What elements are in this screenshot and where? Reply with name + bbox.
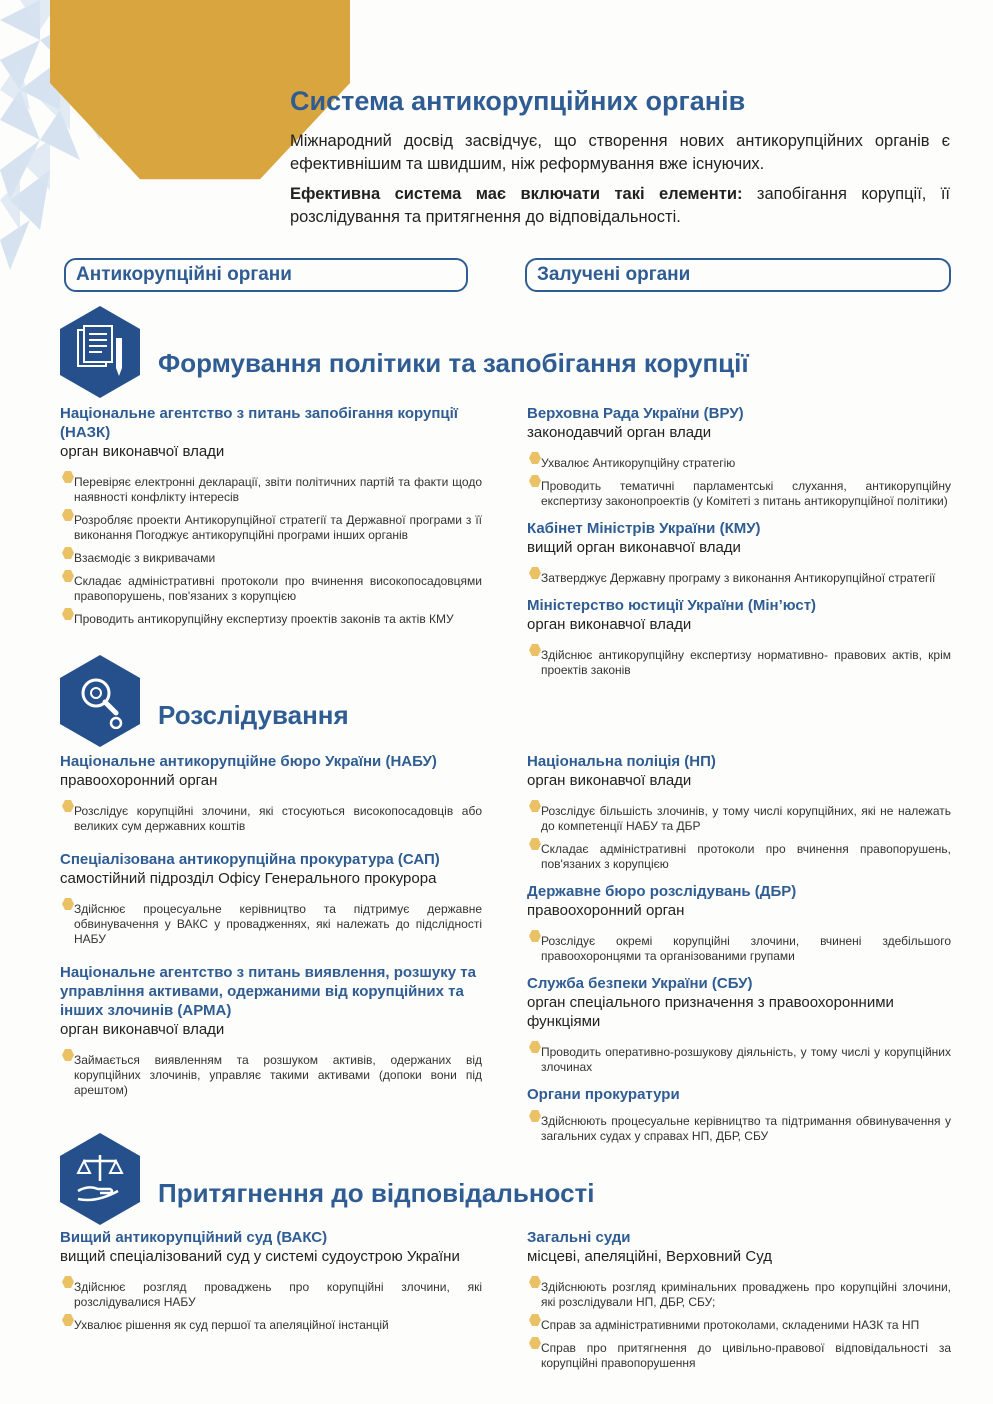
- org-name: Спеціалізована антикорупційна прокуратура (САП): [60, 851, 440, 868]
- prevention-left-column: [60, 404, 482, 637]
- accountability-right-column: [527, 1228, 951, 1381]
- org-subtitle: правоохоронний орган: [60, 772, 218, 789]
- org-name: Національне антикорупційне бюро України (НАБУ): [60, 753, 437, 770]
- bullet-item: Складає адміністративні протоколи про вчинення високопосадовцями правопорушень, пов'язаних з корупцією: [60, 574, 482, 604]
- accountability-left-column: [60, 1228, 482, 1343]
- org-name: Міністерство юстиції України (Мін’юст): [527, 597, 817, 614]
- org-subtitle: вищий орган виконавчої влади: [527, 539, 741, 556]
- page-title: Система антикорупційних органів: [290, 86, 746, 116]
- documents-pen-icon: [60, 306, 140, 398]
- bullet-item: Справ за адміністративними протоколами, складеними НАЗК та НП: [527, 1318, 951, 1333]
- intro-rest: запобігання корупції, її розслідування та притягнення до відповідальності.: [290, 185, 950, 226]
- org-name: Вищий антикорупційний суд (ВАКС): [60, 1229, 328, 1246]
- org-name: Національне агентство з питань виявлення, розшуку та управління активами, одержаними від корупційних та інших злочинів (АРМА): [60, 964, 476, 1019]
- org-block: [60, 963, 482, 1098]
- bullet-item: Розслідує більшість злочинів, у тому числі корупційних, які не належать до компетенції НАБУ та ДБР: [527, 804, 951, 834]
- bullet-item: Затверджує Державну програму з виконання Антикорупційної стратегії: [527, 571, 951, 586]
- bullet-item: Розслідує корупційні злочини, які стосуються високопосадовців або великих сум державних коштів: [60, 804, 482, 834]
- org-subtitle: орган виконавчої влади: [60, 1021, 225, 1038]
- org-name: Національне агентство з питань запобігання корупції (НАЗК): [60, 405, 459, 441]
- org-subtitle: законодавчий орган влади: [527, 424, 712, 441]
- tab-anticorruption-bodies: Антикорупційні органи: [64, 258, 468, 292]
- bullet-item: Здійснюють розгляд кримінальних проваджень про корупційні злочини, які розслідували НП, ДБР, СБУ;: [527, 1280, 951, 1310]
- scales-hand-icon: [60, 1133, 140, 1225]
- intro-paragraph-2: [290, 183, 950, 229]
- org-block: [60, 850, 482, 947]
- bullet-item: Здійснюють процесуальне керівництво та підтримання обвинувачення у загальних судах у справах НП, ДБР, СБУ: [527, 1114, 951, 1144]
- bullet-item: Розробляє проекти Антикорупційної стратегії та Державної програми з її виконання Погоджує антикорупційні програми інших органів: [60, 513, 482, 543]
- org-block: [527, 404, 951, 509]
- bullet-item: Розслідує окремі корупційні злочини, вчинені здебільшого правоохоронцями та організованими групами: [527, 934, 951, 964]
- investigation-left-column: [60, 752, 482, 1108]
- bullet-item: Проводить антикорупційну експертизу проектів законів та актів КМУ: [60, 612, 482, 627]
- bullet-item: Складає адміністративні протоколи про вчинення правопорушень, пов'язаних з корупцією: [527, 842, 951, 872]
- org-name: Кабінет Міністрів України (КМУ): [527, 520, 761, 537]
- bullet-item: Здійснює антикорупційну експертизу нормативно- правових актів, крім проектів законів: [527, 648, 951, 678]
- bullet-item: Взаємодіє з викривачами: [60, 551, 482, 566]
- bullet-item: Ухвалює Антикорупційну стратегію: [527, 456, 951, 471]
- section-title-investigation: Розслідування: [158, 700, 349, 730]
- org-subtitle: самостійний підрозділ Офісу Генерального прокурора: [60, 870, 437, 887]
- org-block: [527, 519, 951, 586]
- org-subtitle: вищий спеціалізований суд у системі судоустрою України: [60, 1248, 460, 1265]
- org-block: [527, 974, 951, 1075]
- bullet-item: Перевіряє електронні декларації, звіти політичних партій та факти щодо наявності конфлікту інтересів: [60, 475, 482, 505]
- org-block: [60, 752, 482, 834]
- org-block: [527, 1228, 951, 1371]
- bullet-item: Здійснює процесуальне керівництво та підтримує державне обвинувачення у ВАКС у провадженнях, які належать до підслідності НАБУ: [60, 902, 482, 947]
- org-block: [60, 404, 482, 627]
- org-subtitle: орган виконавчої влади: [527, 772, 692, 789]
- org-block: [60, 1228, 482, 1333]
- org-name: Державне бюро розслідувань (ДБР): [527, 883, 797, 900]
- org-block: [527, 596, 951, 678]
- org-block: [527, 1085, 951, 1144]
- tab-involved-bodies: Залучені органи: [525, 258, 951, 292]
- org-block: [527, 882, 951, 964]
- prevention-right-column: [527, 404, 951, 688]
- magnifier-gear-icon: [60, 655, 140, 747]
- org-block: [527, 752, 951, 872]
- org-subtitle: правоохоронний орган: [527, 902, 685, 919]
- org-name: Органи прокуратури: [527, 1086, 680, 1103]
- org-subtitle: орган виконавчої влади: [60, 443, 225, 460]
- org-subtitle: орган виконавчої влади: [527, 616, 692, 633]
- bullet-item: Здійснює розгляд проваджень про корупційні злочини, які розслідувалися НАБУ: [60, 1280, 482, 1310]
- bullet-item: Ухвалює рішення як суд першої та апеляційної інстанцій: [60, 1318, 482, 1333]
- org-name: Загальні суди: [527, 1229, 631, 1246]
- investigation-right-column: [527, 752, 951, 1154]
- org-name: Служба безпеки України (СБУ): [527, 975, 753, 992]
- section-title-accountability: Притягнення до відповідальності: [158, 1178, 595, 1208]
- org-name: Верховна Рада України (ВРУ): [527, 405, 744, 422]
- bullet-item: Проводить оперативно-розшукову діяльність, у тому числі у корупційних злочинах: [527, 1045, 951, 1075]
- intro-paragraph-1: Міжнародний досвід засвідчує, що створення нових антикорупційних органів є ефективнішим та швидшим, ніж реформування вже існуючих.: [290, 132, 950, 173]
- bullet-item: Справ про притягнення до цивільно-правової відповідальності за корупційні правопорушення: [527, 1341, 951, 1371]
- section-title-prevention: Формування політики та запобігання корупції: [158, 348, 749, 378]
- bullet-item: Займається виявленням та розшуком активів, одержаних від корупційних злочинів, управляє такими активами (допоки вони під арештом): [60, 1053, 482, 1098]
- org-name: Національна поліція (НП): [527, 753, 716, 770]
- org-subtitle: орган спеціального призначення з правоохоронними функціями: [527, 994, 894, 1030]
- intro-bold: Ефективна система має включати такі елементи:: [290, 185, 743, 203]
- bullet-item: Проводить тематичні парламентські слухання, антикорупційну експертизу законопроектів (у Комітеті з питань антикорупційної політики): [527, 479, 951, 509]
- org-subtitle: місцеві, апеляційні, Верховний Суд: [527, 1248, 772, 1265]
